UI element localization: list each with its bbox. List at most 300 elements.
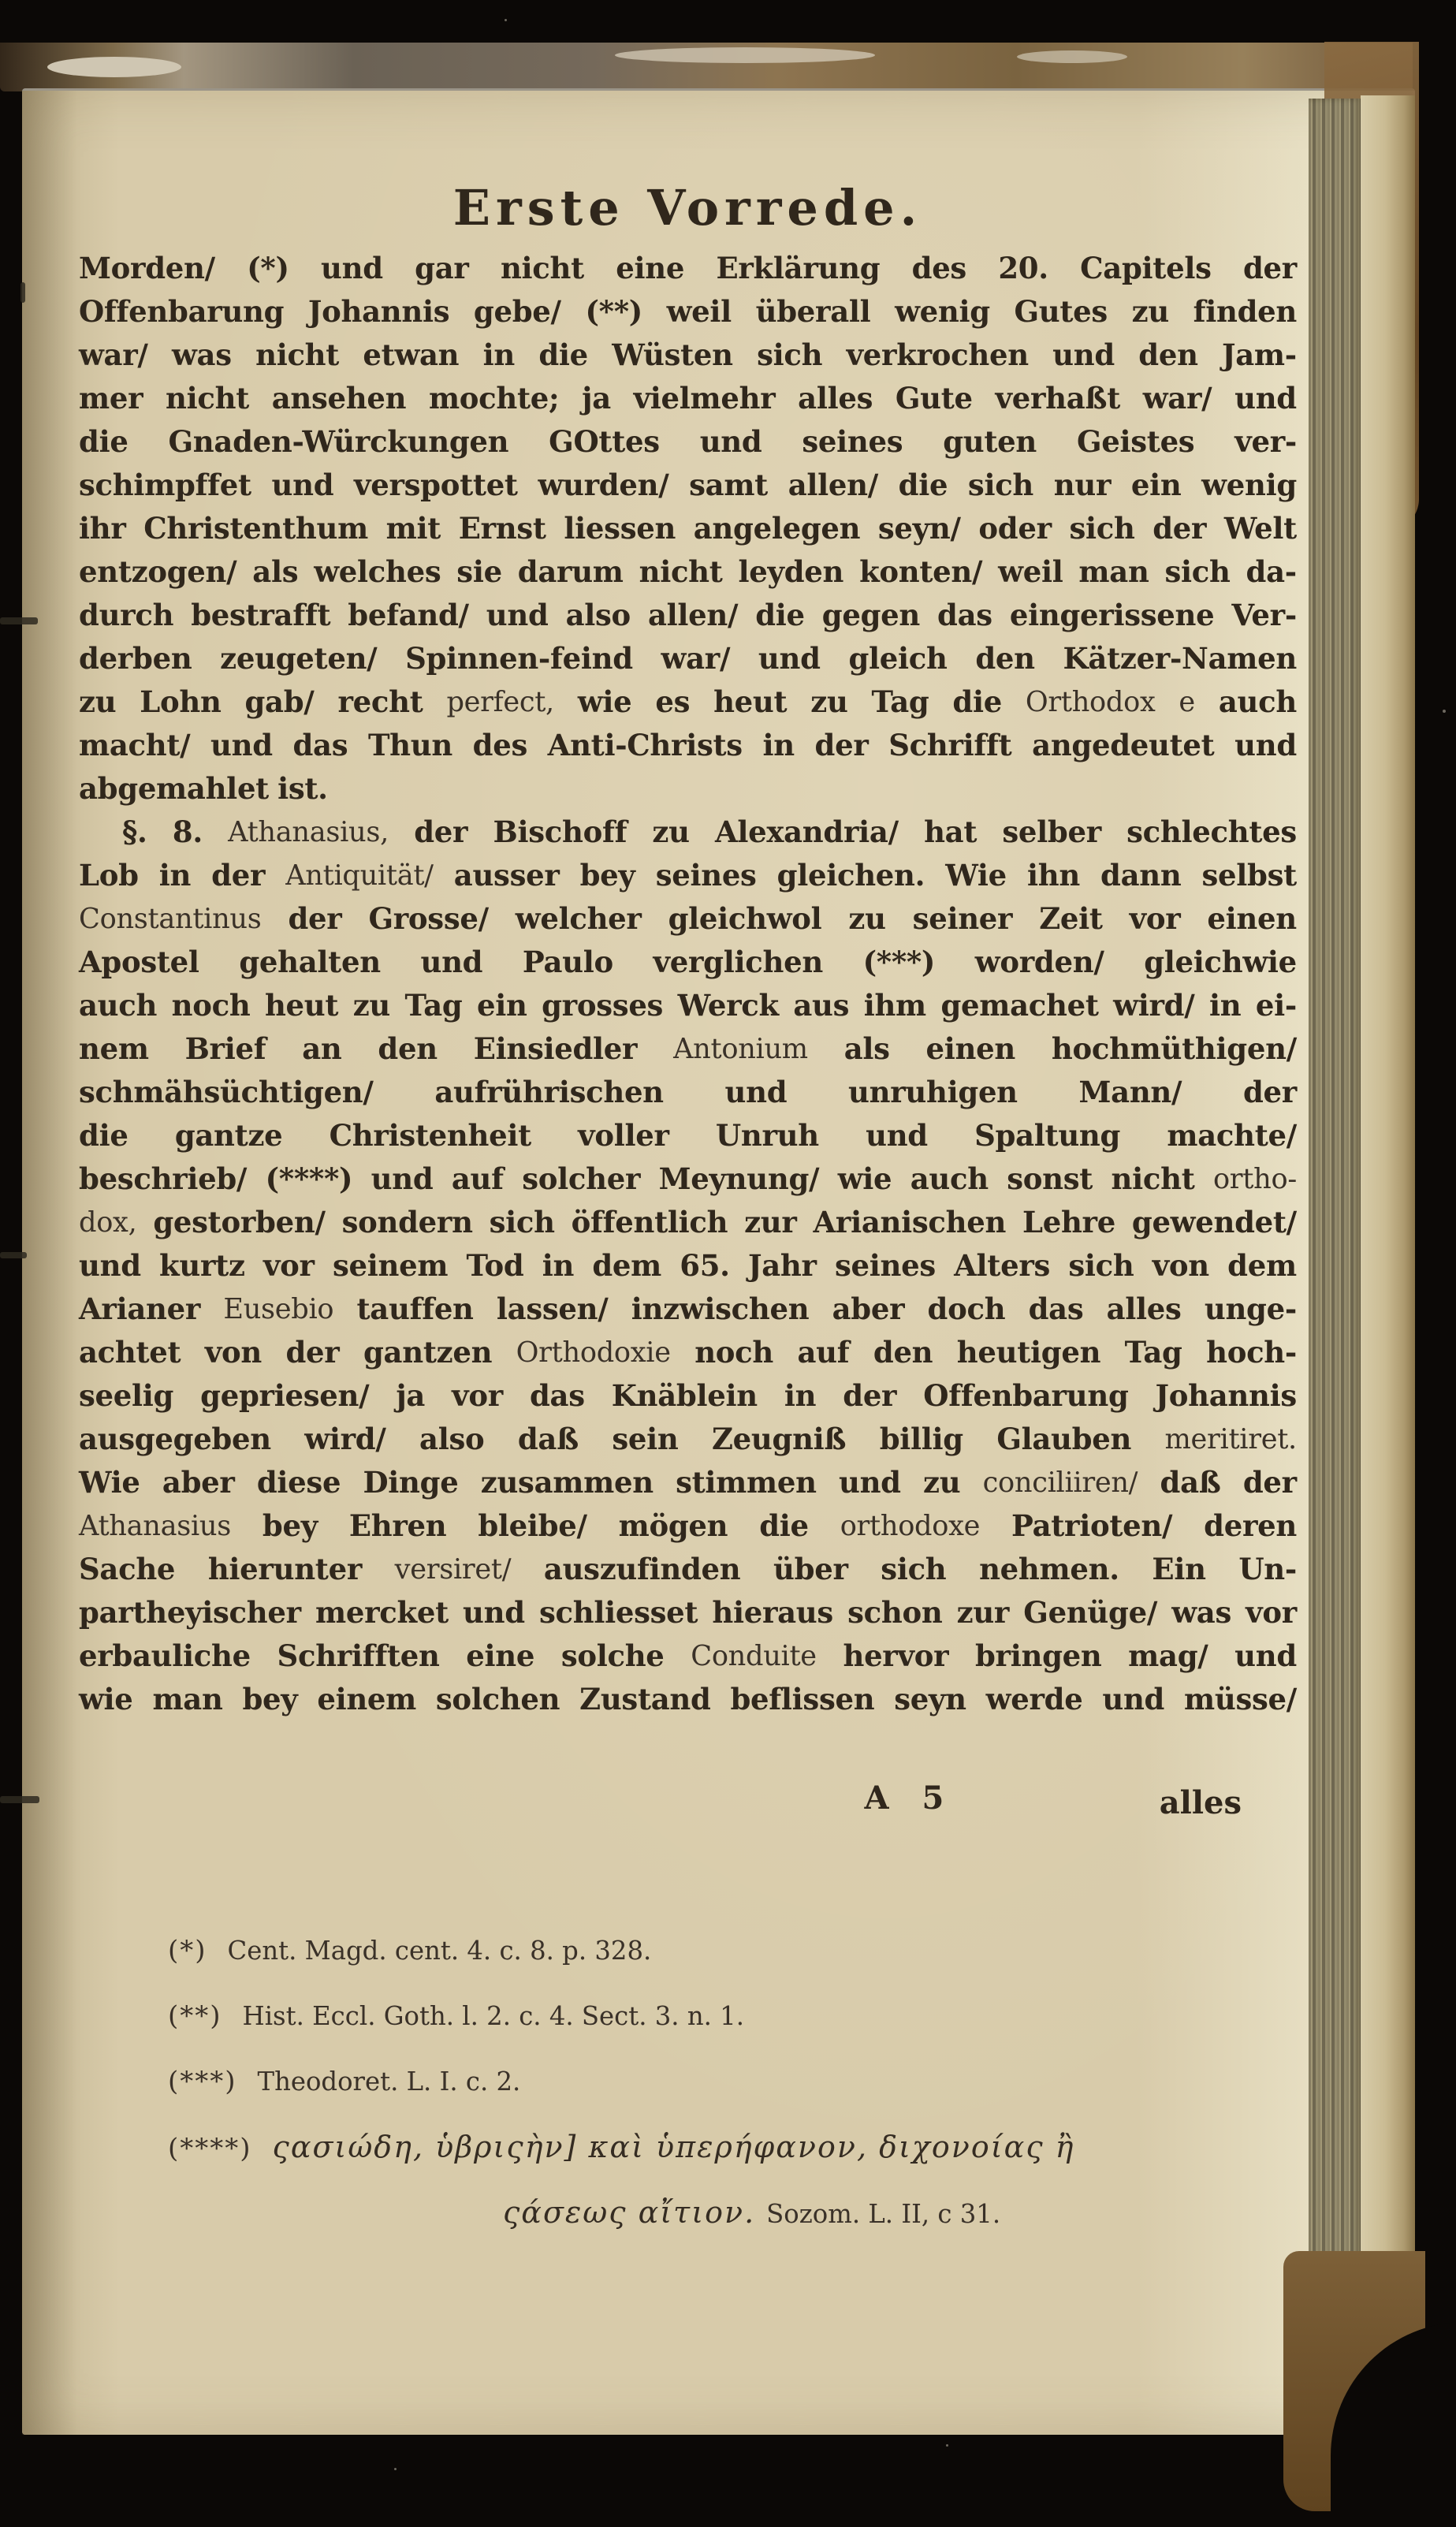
paper-tuft	[615, 47, 875, 63]
word: Arianischen	[813, 1205, 1007, 1239]
text-line	[79, 247, 1297, 290]
word: Jam-	[1222, 337, 1297, 372]
word: finden	[1193, 294, 1297, 329]
word: von	[204, 1335, 262, 1370]
word: Tag	[404, 988, 463, 1023]
word: Athanasius	[79, 1510, 231, 1542]
word: gestorben/	[153, 1205, 326, 1239]
word: beflissen	[730, 1682, 875, 1716]
word: und	[758, 641, 821, 676]
word: nicht	[255, 337, 340, 372]
text-line	[79, 1634, 1297, 1678]
word: war/	[1142, 381, 1212, 416]
word: zu	[848, 901, 886, 936]
word: und	[699, 424, 762, 459]
word: kurtz	[159, 1248, 245, 1283]
word: der	[285, 1335, 340, 1370]
word: ver-	[1234, 424, 1297, 459]
text-line	[79, 290, 1297, 334]
word: aber	[832, 1291, 905, 1326]
word: es	[655, 684, 691, 719]
word: nicht	[1111, 1161, 1195, 1196]
word: stimmen	[676, 1465, 817, 1500]
word: und	[371, 1161, 434, 1196]
word: weil	[998, 554, 1063, 589]
word: Wüsten	[612, 337, 733, 372]
word: Un-	[1238, 1552, 1297, 1586]
word: hoch-	[1206, 1335, 1297, 1370]
word: was	[1171, 1595, 1231, 1630]
word: doch	[927, 1291, 1006, 1326]
word: bey	[579, 858, 635, 893]
word: der	[1242, 251, 1297, 285]
word: ortho-	[1212, 1163, 1297, 1195]
word: Ver-	[1231, 598, 1297, 632]
word: §.	[122, 814, 147, 849]
word: der	[288, 901, 342, 936]
word: beschrieb/	[79, 1161, 248, 1196]
word: gab/	[244, 684, 315, 719]
footnote-text: Cent. Magd. cent. 4. c. 8. p. 328.	[227, 1936, 652, 1966]
word: und	[1234, 381, 1297, 416]
word: nicht	[639, 554, 723, 589]
word: und	[866, 1118, 928, 1153]
word: weil	[666, 294, 732, 329]
word: in	[762, 728, 795, 762]
word: partheyischer	[79, 1595, 301, 1630]
word: seyn/	[877, 511, 961, 546]
word: liessen	[564, 511, 676, 546]
word: hochmüthigen/	[1051, 1031, 1297, 1066]
word: mercket	[315, 1595, 449, 1630]
word: machte/	[1167, 1118, 1297, 1153]
word: aus	[793, 988, 850, 1023]
word: gewendet/	[1131, 1205, 1297, 1239]
word: dox,	[79, 1206, 137, 1239]
word: Lehre	[1022, 1205, 1115, 1239]
word: die	[755, 598, 805, 632]
word: nicht	[166, 381, 249, 416]
word: gleichwie	[1144, 945, 1297, 979]
text-line	[79, 1548, 1297, 1591]
word: tauffen	[356, 1291, 474, 1326]
word: ausgegeben	[79, 1422, 271, 1456]
word: einen	[1207, 901, 1297, 936]
word: auf	[451, 1161, 504, 1196]
word: Grosse/	[368, 901, 489, 936]
word: angelegen	[693, 511, 861, 546]
footnote-text: ςασιώδη, ὑβριςὴν] καὶ ὑπερήφανον, διχονοίας ἢ	[272, 2130, 1075, 2164]
word: gepriesen/	[200, 1378, 370, 1413]
word: also	[419, 1422, 485, 1456]
word: den	[975, 641, 1035, 676]
word: vielmehr	[633, 381, 776, 416]
word: Antonium	[673, 1033, 808, 1065]
word: selber	[1002, 814, 1101, 849]
word: und	[1102, 1682, 1165, 1716]
word: unruhigen	[848, 1075, 1018, 1109]
word: unge-	[1204, 1291, 1297, 1326]
text-line	[79, 1157, 1297, 1201]
text-line	[79, 984, 1297, 1027]
word: schimpffet	[79, 468, 251, 502]
word: voller	[578, 1118, 669, 1153]
word: verkrochen	[846, 337, 1029, 372]
word: und	[463, 1595, 525, 1630]
word: Ein	[1152, 1552, 1206, 1586]
word: (***)	[862, 945, 936, 979]
word: verglichen	[653, 945, 823, 979]
dust-speck	[946, 2444, 948, 2447]
word: entzogen/	[79, 554, 237, 589]
word: über	[773, 1552, 848, 1586]
word: das	[937, 598, 992, 632]
word: (*)	[247, 251, 289, 285]
word: Kätzer-Namen	[1063, 641, 1297, 676]
word: den	[873, 1335, 933, 1370]
word: sonst	[1007, 1161, 1093, 1196]
word: der	[414, 814, 468, 849]
word: Werck	[677, 988, 779, 1023]
footnote-text: Hist. Eccl. Goth. l. 2. c. 4. Sect. 3. n. 1.	[242, 2001, 744, 2031]
word: der	[814, 728, 869, 762]
text-line	[79, 854, 1297, 897]
footnote-line	[168, 2049, 1295, 2115]
word: also	[565, 598, 631, 632]
word: hieraus	[712, 1595, 833, 1630]
word: und	[79, 1248, 141, 1283]
word: seiner	[912, 901, 1013, 936]
word: gleichwol	[668, 901, 822, 936]
word: seines	[802, 424, 903, 459]
word: ja	[396, 1378, 426, 1413]
word: einem	[317, 1682, 417, 1716]
word: meritiret.	[1164, 1423, 1297, 1455]
word: ei-	[1255, 988, 1297, 1023]
word: mit	[385, 511, 441, 546]
word: Zustand	[579, 1682, 711, 1716]
word: Spinnen-feind	[405, 641, 633, 676]
footnote-line	[168, 2115, 1295, 2180]
word: Anti-Christs	[547, 728, 743, 762]
footnote-text: Sozom. L. II, c 31.	[766, 2199, 1001, 2229]
word: noch	[171, 988, 251, 1023]
word: den	[378, 1031, 438, 1066]
word: öffentlich	[571, 1205, 728, 1239]
word: (**)	[585, 294, 642, 329]
word: hat	[924, 814, 977, 849]
word: wurden/	[538, 468, 669, 502]
footnote-line	[168, 2180, 1295, 2246]
word: nehmen.	[979, 1552, 1119, 1586]
word: sich	[1069, 511, 1135, 546]
word: wird/	[304, 1422, 386, 1456]
margin-mark	[0, 1252, 27, 1258]
word: man	[152, 1682, 223, 1716]
word: man	[1078, 554, 1149, 589]
word: ein	[1130, 468, 1182, 502]
word: alles	[798, 381, 873, 416]
word: mochte;	[428, 381, 560, 416]
word: deren	[1204, 1508, 1297, 1543]
text-line	[79, 1071, 1297, 1114]
word: Gnaden-Würckungen	[168, 424, 509, 459]
word: gleich	[848, 641, 948, 676]
word: gantze	[174, 1118, 283, 1153]
text-line	[79, 1114, 1297, 1157]
word: gleichen.	[776, 858, 925, 893]
word: verhaßt	[995, 381, 1121, 416]
word: das	[1028, 1291, 1084, 1326]
word: Zeit	[1039, 901, 1103, 936]
word: ein	[476, 988, 527, 1023]
word: Antiquität/	[285, 859, 434, 892]
word: Capitels	[1080, 251, 1212, 285]
word: worden/	[974, 945, 1104, 979]
text-line	[79, 637, 1297, 680]
word: Apostel	[79, 945, 199, 979]
word: wird/	[1113, 988, 1195, 1023]
word: lassen/	[496, 1291, 609, 1326]
word: ja	[582, 381, 611, 416]
text-line	[79, 420, 1297, 464]
word: in	[482, 337, 515, 372]
word: Lob	[79, 858, 139, 893]
word: vor	[263, 1248, 315, 1283]
word: allen/	[647, 598, 739, 632]
word: guten	[943, 424, 1037, 459]
word: und	[1234, 728, 1297, 762]
paper-tuft	[47, 57, 181, 77]
word: werde	[985, 1682, 1083, 1716]
word: wie	[577, 684, 632, 719]
word: allen/	[788, 468, 878, 502]
word: dann	[1100, 858, 1182, 893]
word: zu	[652, 814, 690, 849]
word: Johannis	[1155, 1378, 1297, 1413]
word: vor	[1246, 1595, 1297, 1630]
word: nur	[1053, 468, 1112, 502]
word: hervor	[843, 1638, 949, 1673]
word: vor	[452, 1378, 503, 1413]
body-text	[79, 247, 1297, 1721]
word: die	[759, 1508, 809, 1543]
word: sein	[612, 1422, 679, 1456]
word: Christenheit	[329, 1118, 531, 1153]
word: Tod	[466, 1248, 524, 1283]
word: Christenthum	[143, 511, 368, 546]
footnote-marker: (**)	[168, 2000, 222, 2032]
word: daß	[1160, 1465, 1221, 1500]
word: zu	[352, 988, 391, 1023]
margin-mark	[0, 617, 38, 624]
word: heut	[713, 684, 788, 719]
word: müsse/	[1184, 1682, 1297, 1716]
word: mer	[79, 381, 143, 416]
word: abgemahlet	[79, 771, 269, 806]
word: die	[952, 684, 1002, 719]
word: hierunter	[207, 1552, 363, 1586]
word: wenig	[895, 294, 990, 329]
word: sie	[456, 554, 502, 589]
word: konten/	[859, 554, 983, 589]
text-line	[79, 1288, 1297, 1331]
word: seinem	[333, 1248, 449, 1283]
word: heutigen	[956, 1335, 1101, 1370]
word: zeugeten/	[220, 641, 378, 676]
text-line	[79, 1201, 1297, 1244]
fore-edge-outer-band	[1361, 95, 1415, 2413]
word: einen	[925, 1031, 1015, 1066]
word: durch	[79, 598, 174, 632]
text-line	[79, 1331, 1297, 1374]
word: auf	[797, 1335, 850, 1370]
word: Schrifften	[277, 1638, 440, 1673]
word: Ehren	[348, 1508, 447, 1543]
word: die	[79, 1118, 128, 1153]
word: und	[1234, 1638, 1297, 1673]
word: Constantinus	[79, 903, 262, 935]
word: der	[843, 1378, 897, 1413]
word: an	[302, 1031, 342, 1066]
catchword: alles	[1159, 1784, 1242, 1821]
word: schon	[847, 1595, 943, 1630]
word: Tag	[1124, 1335, 1182, 1370]
text-line	[79, 464, 1297, 507]
word: Thun	[367, 728, 452, 762]
word: bleibe/	[478, 1508, 587, 1543]
word: macht/	[79, 728, 191, 762]
word: wie	[837, 1161, 892, 1196]
word: gebe/	[473, 294, 561, 329]
word: war/	[79, 337, 148, 372]
paper-tuft	[1017, 50, 1127, 63]
word: zur	[744, 1205, 797, 1239]
text-line	[79, 941, 1297, 984]
word: dem	[1227, 1248, 1297, 1283]
word: selbst	[1201, 858, 1297, 893]
word: auszufinden	[543, 1552, 741, 1586]
word: etwan	[363, 337, 460, 372]
word: Sache	[79, 1552, 176, 1586]
word: Ernst	[458, 511, 546, 546]
text-line	[79, 811, 1297, 854]
word: vor	[1129, 901, 1181, 936]
word: in	[784, 1378, 817, 1413]
word: gegen	[821, 598, 921, 632]
word: schliesset	[538, 1595, 698, 1630]
word: zu	[1131, 294, 1169, 329]
word: ist.	[277, 771, 328, 806]
footnote-marker: (****)	[168, 2133, 252, 2164]
signature-mark: A 5	[864, 1780, 955, 1817]
footnote-marker: (*)	[168, 1935, 207, 1966]
text-line	[79, 377, 1297, 420]
word: ihn	[1026, 858, 1080, 893]
word: nicht	[500, 251, 584, 285]
word: die	[898, 468, 948, 502]
footnote-text: ςάσεως αἴτιον.	[503, 2195, 756, 2230]
word: daß	[517, 1422, 579, 1456]
word: solche	[560, 1638, 665, 1673]
word: oder	[978, 511, 1052, 546]
word: in	[542, 1248, 575, 1283]
word: Orthodoxie	[516, 1336, 671, 1369]
word: und	[724, 1075, 788, 1109]
word: seelig	[79, 1378, 174, 1413]
word: samt	[689, 468, 768, 502]
word: derben	[79, 641, 192, 676]
word: war/	[661, 641, 731, 676]
word: und	[1052, 337, 1115, 372]
word: sich	[1068, 1248, 1134, 1283]
word: sich	[489, 1205, 555, 1239]
word: billig	[879, 1422, 963, 1456]
word: Brief	[184, 1031, 266, 1066]
word: Wie	[945, 858, 1007, 893]
word: die	[538, 337, 588, 372]
word: Zeugniß	[711, 1422, 847, 1456]
text-line	[79, 897, 1297, 941]
gutter-shadow	[22, 91, 77, 2435]
word: Alexandria/	[714, 814, 899, 849]
word: zu	[810, 684, 848, 719]
word: bestrafft	[191, 598, 331, 632]
word: sich	[757, 337, 823, 372]
word: das	[292, 728, 348, 762]
word: ihr	[79, 511, 126, 546]
word: Knäblein	[611, 1378, 758, 1413]
word: Welt	[1223, 511, 1297, 546]
page-title: Erste Vorrede.	[452, 179, 923, 237]
margin-mark	[0, 1796, 39, 1803]
text-line	[79, 1678, 1297, 1721]
word: wenig	[1201, 468, 1297, 502]
fore-edge-page-stack	[1309, 99, 1361, 2385]
text-line	[79, 1374, 1297, 1418]
text-line	[79, 550, 1297, 594]
text-line	[79, 724, 1297, 767]
word: da-	[1246, 554, 1297, 589]
word: der	[1242, 1075, 1297, 1109]
word: Dinge	[363, 1465, 459, 1500]
word: und	[210, 728, 273, 762]
word: achtet	[79, 1335, 181, 1370]
word: GOttes	[549, 424, 660, 459]
word: orthodoxe	[840, 1510, 981, 1542]
word: verspottet	[354, 468, 518, 502]
text-line	[79, 507, 1297, 550]
text-line	[79, 334, 1297, 377]
word: die	[79, 424, 128, 459]
word: grosses	[542, 988, 664, 1023]
word: nem	[79, 1031, 149, 1066]
word: e	[1179, 686, 1195, 718]
text-line	[79, 1244, 1297, 1288]
word: der	[1153, 511, 1207, 546]
word: angedeutet	[1032, 728, 1215, 762]
signature-row	[79, 1780, 1297, 1827]
word: als	[843, 1031, 890, 1066]
word: und	[321, 251, 383, 285]
word: noch	[694, 1335, 773, 1370]
word: von	[1152, 1248, 1209, 1283]
word: bey	[242, 1682, 298, 1716]
word: zu	[923, 1465, 961, 1500]
word: auch	[79, 988, 158, 1023]
text-line	[79, 680, 1297, 724]
word: Wie	[79, 1465, 140, 1500]
